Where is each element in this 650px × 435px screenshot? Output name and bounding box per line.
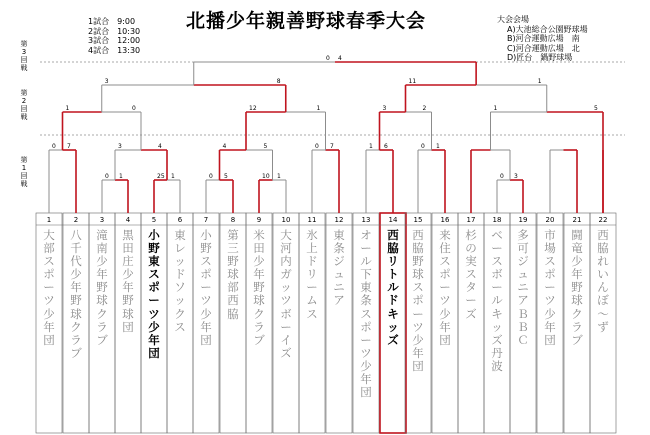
round1-score: 0 [421,143,425,150]
game-time-4: 4試合 13:30 [88,45,141,55]
venue-item: C)河合運動広場 北 [507,43,580,53]
round1-score: 3 [118,143,122,150]
team-number: 2 [73,216,79,224]
team-name: 多可ジュニアＢＢＣ [517,228,529,347]
team-name: 闘竜少年野球クラブ [571,228,583,347]
team-name: 杉の実スターズ [465,228,477,321]
team-name: 大部スポーツ少年団 [43,228,55,347]
team-name: 小野東スポーツ少年団 [148,228,160,360]
round3-score: 11 [408,78,417,85]
team-number: 20 [545,216,555,224]
team-name: 小野スポーツ少年団 [200,228,212,347]
round2-score: 5 [594,105,598,112]
prelim-score: 0 [105,173,109,180]
team-number: 19 [518,216,528,224]
team-name: 西脇リトルドキッズ [387,228,399,347]
round2-score: 1 [65,105,70,112]
prelim-score: 1 [119,173,123,180]
team-name: 黒田庄少年野球団 [122,228,134,334]
team-number: 22 [598,216,608,224]
team-number: 10 [281,216,291,224]
team-number: 3 [99,216,105,224]
game-time-3: 3試合 12:00 [88,36,141,45]
game-time-1: 1試合 9:00 [88,17,136,26]
team-number: 12 [334,216,344,224]
team-name: 大河内ガッツボーイズ [280,228,292,360]
round1-score: 7 [330,143,334,150]
final-score: 0 [325,55,330,62]
round1-score: 7 [67,143,71,150]
venue-item: B)河合運動広場 南 [507,34,580,43]
team-name: 八千代少年野球クラブ [70,228,82,360]
round1-score: 6 [384,143,388,150]
round1-score: 0 [52,143,56,150]
round3-score: 8 [276,78,281,85]
round1-score: 5 [263,143,268,150]
team-name: 滝南少年野球クラブ [96,228,108,347]
prelim-score: 0 [500,173,504,180]
round2-score: 12 [249,105,257,112]
team-number: 4 [125,216,131,224]
prelim-score: 10 [262,173,270,180]
team-number: 8 [230,216,236,224]
team-name: 第三野球部西脇 [227,228,239,321]
team-number: 14 [388,216,398,224]
team-number: 15 [413,216,423,224]
venue-item: A)大池総合公園野球場 [507,24,588,34]
team-name: 東条ジュニア [333,228,345,308]
round2-score: 1 [493,105,498,112]
team-number: 17 [466,216,476,224]
team-number: 13 [361,216,371,224]
round-label-2: 第2回戦 [20,89,28,121]
team-number: 7 [203,216,209,224]
team-number: 1 [46,216,52,224]
round3-score: 3 [104,78,109,85]
round2-score: 3 [382,105,387,112]
tournament-title: 北播少年親善野球春季大会 [186,10,427,32]
prelim-score: 1 [277,173,281,180]
round2-score: 1 [316,105,321,112]
prelim-score: 5 [224,173,228,180]
team-number: 6 [177,216,183,224]
team-name: 市場スポーツ少年団 [544,228,556,347]
venue-heading: 大会会場 [497,15,529,24]
round3-score: 1 [537,78,542,85]
team-name: 氷上ドリームス [306,228,318,321]
team-number: 21 [572,216,582,224]
team-name: 米田少年野球クラブ [253,228,265,347]
final-score: 4 [337,55,342,62]
round2-score: 2 [422,105,427,112]
round1-score: 4 [222,143,227,150]
round1-score: 4 [158,143,162,150]
team-number: 9 [256,216,262,224]
round-label-3: 第3回戦 [20,40,28,72]
round1-score: 1 [436,143,440,150]
round1-score: 1 [369,143,373,150]
round1-score: 0 [315,143,319,150]
round2-score: 0 [132,105,136,112]
team-name: 来住スポーツ少年団 [439,228,451,347]
team-name: ベースボールキッズ丹波 [491,228,503,373]
prelim-score: 3 [514,173,518,180]
team-name: オール下東条スポーツ少年団 [360,228,372,400]
team-name: 東レッドソックス [174,228,186,334]
team-name: 西脇れいんぼ～ず [597,228,609,334]
team-number: 18 [492,216,502,224]
team-name: 西脇野球スポーツ少年団 [412,228,424,373]
team-number: 16 [440,216,450,224]
prelim-score: 0 [209,173,213,180]
round-label-1: 第1回戦 [20,156,28,188]
venue-item: D)匠台 鍋野球場 [507,53,573,62]
team-number: 5 [151,216,157,224]
prelim-score: 1 [171,173,175,180]
game-time-2: 2試合 10:30 [88,26,141,36]
team-number: 11 [307,216,317,224]
prelim-score: 25 [157,173,165,180]
